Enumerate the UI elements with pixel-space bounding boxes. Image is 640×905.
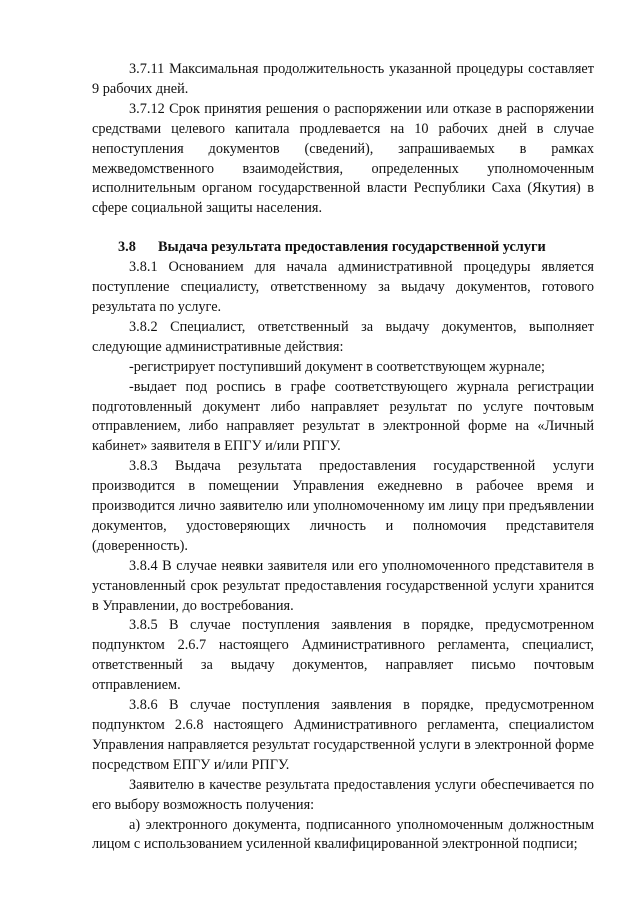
paragraph-3-7-12: 3.7.12 Срок принятия решения о распоряжении или отказе в распоряжении средствами целевого капитала продлевается на 10 рабочих дней в случае непоступления документов (сведений), запрашиваемых в рамках межведомственного взаимодействия, определенных уполномоченным исполнительным органом государственной власти Республики Саха (Якутия) в сфере социальной защиты населения. [92, 100, 594, 217]
document-page [92, 60, 594, 855]
paragraph-3-8-6: 3.8.6 В случае поступления заявления в порядке, предусмотренном подпунктом 2.6.8 настоящего Административного регламента, специалистом Управления направляется результат государственной услуги в электронной форме посредством ЕПГУ и/или РПГУ. [92, 697, 594, 773]
paragraph-3-8-5: 3.8.5 В случае поступления заявления в порядке, предусмотренном подпунктом 2.6.7 настоящего Административного регламента, специалист, ответственный за выдачу документов, направляет письмо почтовым отправлением. [92, 617, 594, 694]
paragraph-3-7-11: 3.7.11 Максимальная продолжительность указанной процедуры составляет 9 рабочих дней. [92, 61, 594, 97]
section-number: 3.8 [118, 239, 136, 256]
paragraph-3-8-2: 3.8.2 Специалист, ответственный за выдачу документов, выполняет следующие административные действия: [92, 318, 594, 355]
list-item-a: а) электронного документа, подписанного уполномоченным должностным лицом с использованием усиленной квалифицированной электронной подписи; [92, 816, 594, 853]
section-heading [92, 238, 594, 258]
paragraph-3-8-1: 3.8.1 Основанием для начала административной процедуры является поступление специалисту, ответственному за выдачу документов, готового результата по услуге. [92, 259, 594, 315]
list-item-register: -регистрирует поступивший документ в соответствующем журнале; [129, 358, 545, 375]
section-title: Выдача результата предоставления государственной услуги [158, 239, 546, 256]
paragraph-result-options: Заявителю в качестве результата предоставления услуги обеспечивается по его выбору возможность получения: [92, 776, 594, 813]
paragraph-3-8-4: 3.8.4 В случае неявки заявителя или его уполномоченного представителя в установленный срок результат предоставления государственной услуги хранится в Управлении, до востребования. [92, 557, 594, 614]
paragraph-3-8-3: 3.8.3 Выдача результата предоставления государственной услуги производится в помещении Управления ежедневно в рабочее время и производится лично заявителю или уполномоченному им лицу при предъявлении документов, удостоверяющих личность и полномочия представителя (доверенность). [92, 458, 594, 554]
list-item-issue: -выдает под роспись в графе соответствующего журнала регистрации подготовленный документ либо направляет результат по услуге почтовым отправлением, либо направляет результат в электронной форме на «Личный кабинет» заявителя в ЕПГУ и/или РПГУ. [92, 378, 594, 455]
